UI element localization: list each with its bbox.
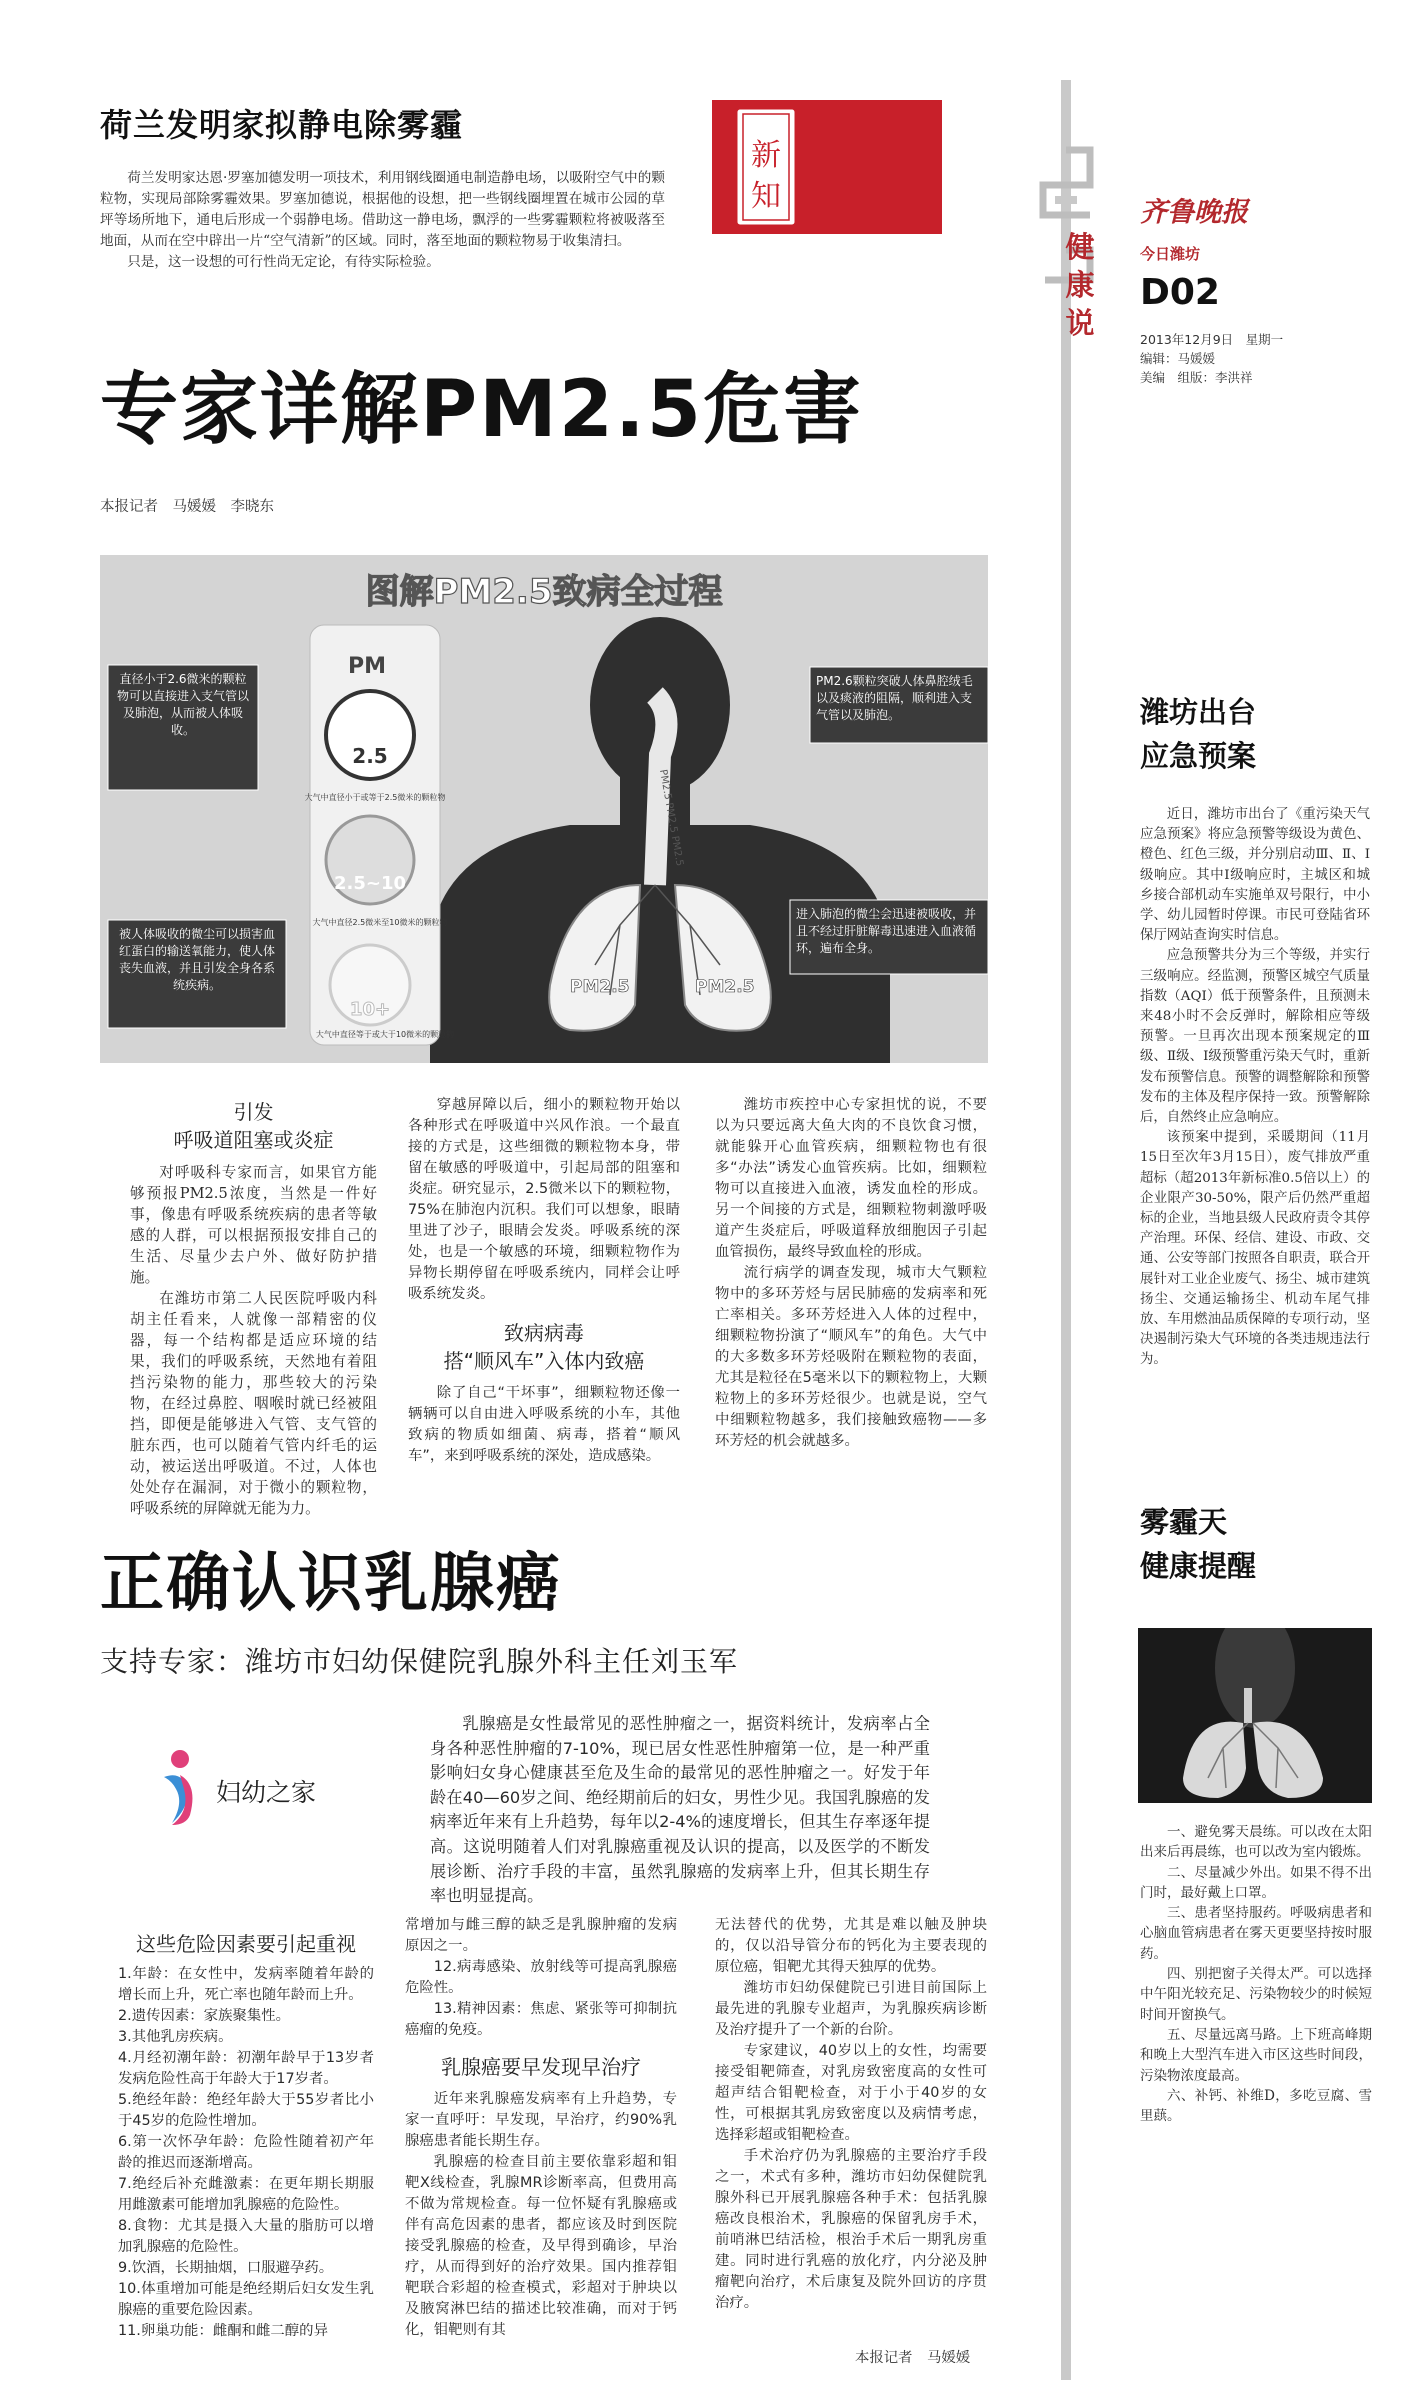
top-story-body xyxy=(100,168,665,273)
sidebar-1-title xyxy=(1140,690,1256,778)
risk-factor-item: 6.第一次怀孕年龄：危险性随着初产年龄的推迟而逐渐增高。 xyxy=(118,2134,374,2171)
sidebar-1-paragraph: 近日，潍坊市出台了《重污染天气应急预案》将应急预警等级设为黄色、橙色、红色三级，并分别启动Ⅲ、Ⅱ、Ⅰ级响应。其中Ⅰ级响应时，主城区和城乡接合部机动车实施单双号限行，中小学、幼儿园暂时停课。市民可登陆省环保厅网站查询实时信息。 xyxy=(1140,807,1370,944)
column-name-text: 健康说 xyxy=(1065,230,1095,340)
risk-factor-item: 3.其他乳房疾病。 xyxy=(118,2029,233,2045)
health-tip-item: 四、别把窗子关得太严。可以选择中午阳光较充足、污染物较少的时候短时间开窗换气。 xyxy=(1140,1966,1372,2023)
sidebar-1-title-line-1: 潍坊出台 xyxy=(1140,695,1257,729)
decorative-border xyxy=(1035,0,1095,2383)
bc-support-expert: 支持专家：潍坊市妇幼保健院乳腺外科主任刘玉军 xyxy=(100,1645,739,1678)
airway-label: PM2.5 PM2.5 PM2.5 xyxy=(657,768,685,868)
bc-col2-paragraph: 乳腺癌的检查目前主要依靠彩超和钼靶X线检查，乳腺MR诊断率高，但费用高不做为常规检查。每一位怀疑有乳腺癌或伴有高危因素的患者，都应该及时到医院接受乳腺癌的检查，及早得到确诊，早治疗，从而得到好的治疗效果。国内推荐钼靶联合彩超的检查模式，彩超对于肿块以及腋窝淋巴结的描述比较准确，而对于钙化，钼靶则有其 xyxy=(405,2154,677,2338)
risk-factor-item: 11.卵巢功能：雌酮和雌二醇的异 xyxy=(118,2323,328,2339)
pm-article-byline: 本报记者 马媛媛 李晓东 xyxy=(100,499,274,515)
risk-factor-item: 9.饮酒，长期抽烟，口服避孕药。 xyxy=(118,2260,334,2276)
design-credit: 美编 组版：李洪祥 xyxy=(1140,370,1253,385)
issue-date: 2013年12月9日 星期一 xyxy=(1140,332,1284,347)
risk-factor-item: 7.绝经后补充雌激素：在更年期长期服用雌激素可能增加乳腺癌的危险性。 xyxy=(118,2176,374,2213)
pm-col2-paragraph: 除了自己“干坏事”，细颗粒物还像一辆辆可以自由进入呼吸系统的小车，其他致病的物质如细菌、病毒，搭着“顺风车”，来到呼吸系统的深处，造成感染。 xyxy=(408,1385,680,1464)
editor-credit: 编辑：马媛媛 xyxy=(1140,351,1216,366)
info-box-right-2-text: 进入肺泡的微尘会迅速被吸收，并且不经过肝脏解毒迅速进入血液循环，遍布全身。 xyxy=(796,907,977,955)
pm-col3-paragraph: 潍坊市疾控中心专家担忧的说，不要以为只要远离大鱼大肉的不良饮食习惯，就能躲开心血管疾病，细颗粒物也有很多“办法”诱发心血管疾病。比如，细颗粒物可以直接进入血液，诱发血栓的形成。另一个间接的方式是，细颗粒物刺激呼吸道产生炎症后，呼吸道释放细胞因子引起血管损伤，最终导致血栓的形成。 xyxy=(715,1097,987,1260)
bc-article-byline: 本报记者 马媛媛 xyxy=(855,2350,971,2366)
health-tip-item: 三、患者坚持服药。呼吸病患者和心脑血管病患者在雾天更要坚持按时服药。 xyxy=(1140,1905,1372,1962)
info-box-left-1-text: 直径小于2.6微米的颗粒物可以直接进入支气管以及肺泡，从而被人体吸收。 xyxy=(116,672,249,737)
masthead-info xyxy=(1140,330,1283,387)
column-name xyxy=(1063,228,1097,342)
fuyou-logo-text: 妇幼之家 xyxy=(216,1778,317,1807)
pm-column-2 xyxy=(408,1095,680,1467)
bc-intro-paragraph: 乳腺癌是女性最常见的恶性肿瘤之一，据资料统计，发病率占全身各种恶性肿瘤的7-10%，现已居女性恶性肿瘤第一位，是一种严重影响妇女身心健康甚至危及生命的最常见的恶性肿瘤之一。好发于年龄在40—60岁之间、绝经期前后的妇女，男性少见。我国乳腺癌的发病率近年来有上升趋势，每年以2-4%的速度增长，但其生存率逐年提高。这说明随着人们对乳腺癌重视及认识的提高，以及医学的不断发展诊断、治疗手段的丰富，虽然乳腺癌的发病率上升，但其长期生存率也明显提高。 xyxy=(430,1714,930,1906)
sidebar-1-paragraph: 该预案中提到，采暖期间（11月15日至次年3月15日），废气排放严重超标（超2013年新标准0.5倍以上）的企业限产30-50%，限产后仍然严重超标的企业，当地县级人民政府责令其停产治理。环保、经信、建设、市政、交通、公安等部门按照各自职责，联合开展针对工业企业废气、扬尘、城市建筑扬尘、交通运输扬尘、机动车尾气排放、车用燃油品质保障的专项行动，坚决遏制污染大气环境的各类违规违法行为。 xyxy=(1140,1130,1370,1368)
info-box-right-1-text: PM2.6颗粒突破人体鼻腔绒毛以及痰液的阻隔，顺利进入支气管以及肺泡。 xyxy=(816,674,973,722)
risk-factor-item: 8.食物：尤其是摄入大量的脂肪可以增加乳腺癌的危险性。 xyxy=(118,2218,374,2255)
pm-label: PM xyxy=(348,654,387,679)
lung-label-left: PM2.5 xyxy=(570,977,630,997)
risk-factor-item: 13.精神因素：焦虑、紧张等可抑制抗癌瘤的免疫。 xyxy=(405,2001,677,2038)
fuyou-logo xyxy=(150,1745,350,1830)
xinzhi-badge xyxy=(712,100,942,234)
pm-infographic xyxy=(100,555,988,1063)
risk-factor-item: 1.年龄：在女性中，发病率随着年龄的增长而上升，死亡率也随年龄而上升。 xyxy=(118,1966,374,2003)
top-story-paragraph: 荷兰发明家达恩·罗塞加德发明一项技术，利用钢线圈通电制造静电场，以吸附空气中的颗粒物，实现局部除雾霾效果。罗塞加德说，根据他的设想，把一些钢线圈埋置在城市公园的草坪等场所地下，通电后形成一个弱静电场。借助这一静电场，飘浮的一些雾霾颗粒将被吸落至地面，从而在空中辟出一片“空气清新”的区域。同时，落至地面的颗粒物易于收集清扫。 xyxy=(100,170,665,249)
risk-factor-item: 2.遗传因素：家族聚集性。 xyxy=(118,2008,291,2024)
bc-column-2 xyxy=(405,1915,677,2341)
risk-factor-item: 5.绝经年龄：绝经年龄大于55岁者比小于45岁的危险性增加。 xyxy=(118,2092,374,2129)
sidebar-1-body xyxy=(1140,805,1370,1371)
particle-circle-small-caption: 大气中直径小于或等于2.5微米的颗粒物 xyxy=(304,793,446,802)
pm-col1-subhead-2: 呼吸道阻塞或炎症 xyxy=(173,1128,334,1152)
bc-col3-paragraph: 潍坊市妇幼保健院已引进目前国际上最先进的乳腺专业超声，为乳腺疾病诊断及治疗提升了一个新的台阶。 xyxy=(715,1980,987,2038)
bc-intro xyxy=(430,1712,930,1909)
particle-circle-large-label: 10+ xyxy=(349,999,391,1020)
xinzhi-char-1: 新 xyxy=(751,138,781,173)
particle-circle-large-caption: 大气中直径等于或大于10微米的颗粒物 xyxy=(315,1030,455,1039)
bc-col1-subhead: 这些危险因素要引起重视 xyxy=(136,1932,356,1956)
pm-col1-paragraph: 在潍坊市第二人民医院呼吸内科胡主任看来，人就像一部精密的仪器，每一个结构都是适应环境的结果，我们的呼吸系统，天然地有着阻挡污染物的能力，那些较大的污染物，在经过鼻腔、咽喉时就已经被阻挡，即便是能够进入气管、支气管的脏东西，也可以随着气管内纤毛的运动，被运送出呼吸道。不过，人体也处处存在漏洞，对于微小的颗粒物，呼吸系统的屏障就无能为力。 xyxy=(130,1290,377,1517)
pm-col2-paragraph: 穿越屏障以后，细小的颗粒物开始以各种形式在呼吸道中兴风作浪。一个最直接的方式是，这些细微的颗粒物本身，带留在敏感的呼吸道中，引起局部的阻塞和炎症。研究显示，2.5微米以下的颗粒物，75%在肺泡内沉积。我们可以想象，眼睛里进了沙子，眼睛会发炎。呼吸系统的深处，也是一个敏感的环境，细颗粒物作为异物长期停留在呼吸系统内，同样会让呼吸系统发炎。 xyxy=(408,1097,680,1302)
bc-col3-paragraph: 专家建议，40岁以上的女性，均需要接受钼靶筛查，对乳房致密度高的女性可超声结合钼靶检查，对于小于40岁的女性，可根据其乳房致密度以及病情考虑，选择彩超或钼靶检查。 xyxy=(715,2043,987,2143)
lung-xray-image xyxy=(1138,1628,1372,1803)
health-tip-item: 六、补钙、补维D，多吃豆腐、雪里蕻。 xyxy=(1140,2087,1372,2125)
particle-circle-medium-label: 2.5~10 xyxy=(333,873,407,894)
sidebar-2-title xyxy=(1140,1500,1256,1588)
sidebar-2-body xyxy=(1140,1822,1372,2126)
pm-col2-subhead-2: 搭“顺风车”入体内致癌 xyxy=(443,1349,645,1373)
pm-article-title: 专家详解PM2.5危害 xyxy=(100,365,863,455)
health-tip-item: 二、尽量减少外出。如果不得不出门时，最好戴上口罩。 xyxy=(1140,1864,1372,1901)
bc-column-3 xyxy=(715,1915,987,2314)
pm-column-3 xyxy=(715,1095,987,1452)
fuyou-logo-icon xyxy=(150,1745,210,1830)
particle-circle-small-label: 2.5 xyxy=(352,744,388,768)
risk-factor-item: 12.病毒感染、放射线等可提高乳腺癌危险性。 xyxy=(405,1959,677,1996)
risk-factor-item: 4.月经初潮年龄：初潮年龄早于13岁者发病危险性高于年龄大于17岁者。 xyxy=(118,2050,374,2087)
newspaper-logo: 齐鲁晚报 xyxy=(1140,197,1248,228)
bc-col2-subhead: 乳腺癌要早发现早治疗 xyxy=(441,2055,641,2079)
pm-col1-subhead-1: 引发 xyxy=(233,1100,274,1124)
xinzhi-char-2: 知 xyxy=(751,179,781,214)
sidebar-1-paragraph: 应急预警共分为三个等级，并实行三级响应。经监测，预警区城空气质量指数（AQI）低于预警条件，且预测未来48小时不会反弹时，解除相应等级预警。一旦再次出现本预案规定的Ⅲ级、Ⅱ级、Ⅰ级预警重污染天气时，重新发布预警信息。预警的调整解除和预警发布的主体及程序保持一致。预警解除后，自然终止应急响应。 xyxy=(1140,948,1370,1126)
health-tip-item: 五、尽量远离马路。上下班高峰期和晚上大型汽车进入市区这些时间段，污染物浓度最高。 xyxy=(1140,2026,1372,2084)
sidebar-1-title-line-2: 应急预案 xyxy=(1140,739,1257,773)
sidebar-2-title-line-2: 健康提醒 xyxy=(1140,1549,1257,1583)
health-tip-item: 一、避免雾天晨练。可以改在太阳出来后再晨练，也可以改为室内锻炼。 xyxy=(1140,1824,1372,1861)
risk-factor-item: 常增加与雌三醇的缺乏是乳腺肿瘤的发病原因之一。 xyxy=(405,1917,677,1954)
pm-col2-subhead-1: 致病病毒 xyxy=(504,1321,584,1345)
bc-col2-paragraph: 近年来乳腺癌发病率有上升趋势，专家一直呼吁：早发现，早治疗，约90%乳腺癌患者能长期生存。 xyxy=(405,2091,677,2149)
info-box-left-2-text: 被人体吸收的微尘可以损害血红蛋白的输送氧能力，使人体丧失血液，并且引发全身各系统疾病。 xyxy=(118,927,275,992)
pm-col1-paragraph: 对呼吸科专家而言，如果官方能够预报PM2.5浓度，当然是一件好事，像患有呼吸系统疾病的患者等敏感的人群，可以根据预报安排自己的生活、尽量少去户外、做好防护措施。 xyxy=(130,1164,377,1286)
lung-label-right: PM2.5 xyxy=(695,977,755,997)
bc-article-title: 正确认识乳腺癌 xyxy=(100,1547,562,1621)
section-name: 今日潍坊 xyxy=(1140,245,1201,263)
bc-col3-paragraph: 手术治疗仍为乳腺癌的主要治疗手段之一，术式有多种，潍坊市妇幼保健院乳腺外科已开展乳腺癌各种手术：包括乳腺癌改良根治术，乳腺癌的保留乳房手术，前哨淋巴结活检，根治手术后一期乳房重建。同时进行乳癌的放化疗，内分泌及肿瘤靶向治疗，术后康复及院外回访的序贯治疗。 xyxy=(715,2148,987,2311)
pm-col3-paragraph: 流行病学的调查发现，城市大气颗粒物中的多环芳烃与居民肺癌的发病率和死亡率相关。多环芳烃进入人体的过程中，细颗粒物扮演了“顺风车”的角色。大气中的大多数多环芳烃吸附在颗粒物的表面，尤其是粒径在5毫米以下的颗粒物上，大颗粒物上的多环芳烃很少。也就是说，空气中细颗粒物越多，我们接触致癌物——多环芳烃的机会就越多。 xyxy=(715,1265,987,1449)
bc-col3-paragraph: 无法替代的优势，尤其是难以触及肿块的，仅以沿导管分布的钙化为主要表现的原位癌，钼靶尤其得天独厚的优势。 xyxy=(715,1917,987,1975)
top-story-paragraph: 只是，这一设想的可行性尚无定论，有待实际检验。 xyxy=(127,254,440,270)
infographic-title: 图解PM2.5致病全过程 xyxy=(365,572,723,612)
top-story-title: 荷兰发明家拟静电除雾霾 xyxy=(100,106,464,144)
particle-circle-medium-caption: 大气中直径2.5微米至10微米的颗粒物 xyxy=(312,918,448,927)
pm-column-1 xyxy=(130,1098,377,1519)
risk-factor-item: 10.体重增加可能是绝经期后妇女发生乳腺癌的重要危险因素。 xyxy=(118,2281,374,2318)
page-number: D02 xyxy=(1140,272,1220,313)
bc-column-1 xyxy=(118,1930,374,2342)
sidebar-2-title-line-1: 雾霾天 xyxy=(1140,1505,1228,1539)
